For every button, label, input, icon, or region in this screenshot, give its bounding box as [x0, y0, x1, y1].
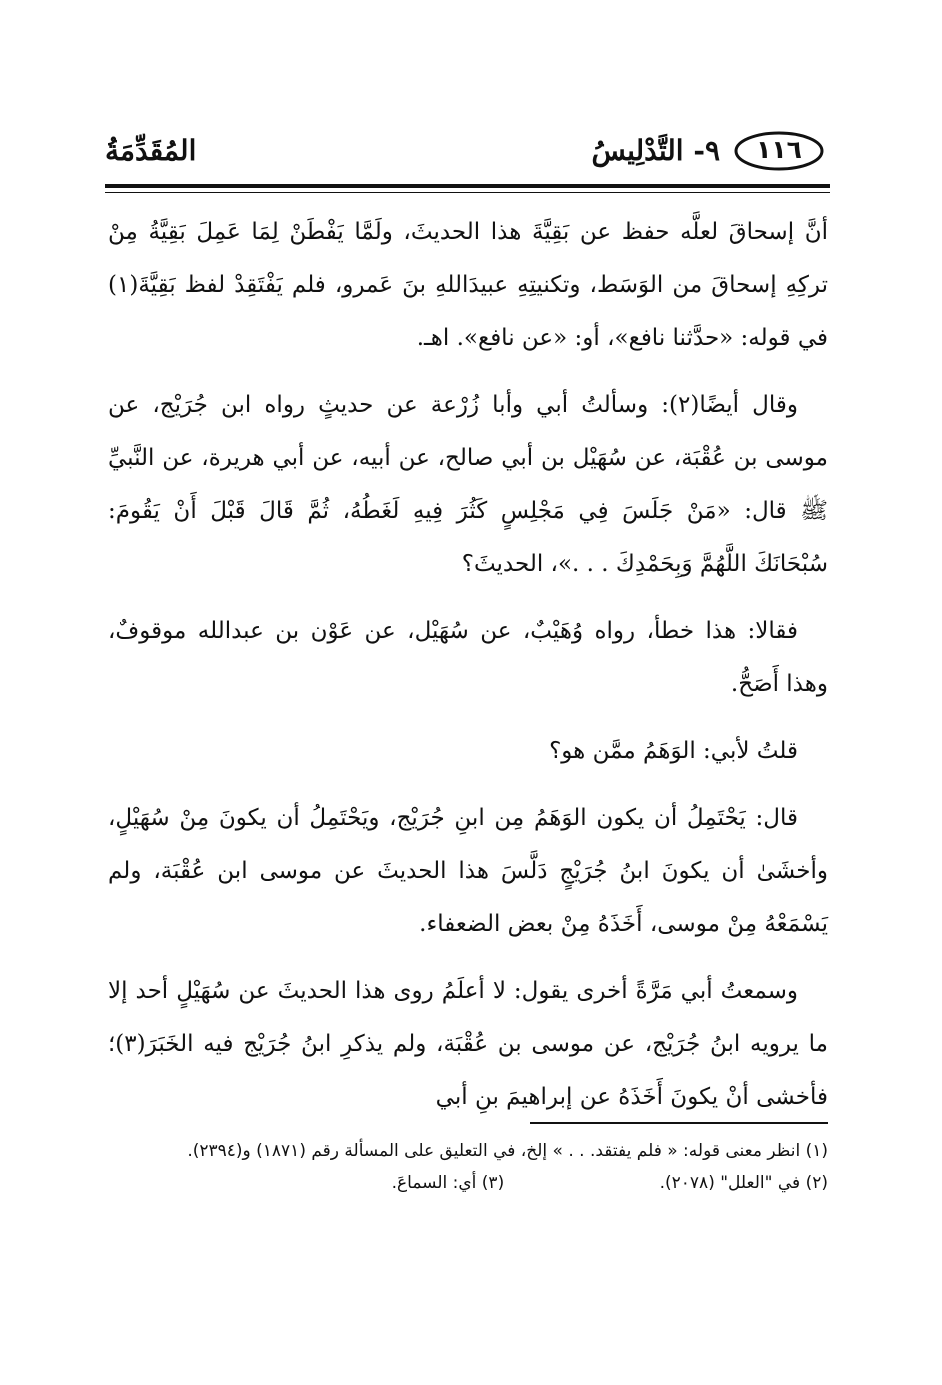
paragraph: قال: يَحْتَمِلُ أن يكون الوَهَمُ مِن ابنِ جُرَيْج، ويَحْتَمِلُ أن يكونَ مِنْ سُهَيْلٍ، وأخشَىٰ أن يكونَ ابنُ جُرَيْجٍ دَلَّسَ هذا الحديثَ عن موسى ابن عُقْبَة، ولم يَسْمَعْهُ مِنْ موسى، أَخَذَهُ مِنْ بعض الضعفاء. [108, 805, 828, 937]
paragraph: وقال أيضًا(٢): وسألتُ أبي وأبا زُرْعة عن حديثٍ رواه ابن جُرَيْج، عن موسى بن عُقْبَة، عن سُهَيْل بن أبي صالح، عن أبيه، عن أبي هريرة، عن النَّبيِّ ﷺ قال: «مَنْ جَلَسَ فِي مَجْلِسٍ كَثُرَ فِيهِ لَغَطُهُ، ثُمَّ قَالَ قَبْلَ أَنْ يَقُومَ: سُبْحَانَكَ اللَّهُمَّ وَبِحَمْدِكَ . . .»، الحديثَ؟ [108, 392, 828, 577]
page-number-badge [733, 130, 825, 172]
main-text [108, 206, 828, 1138]
footnote-separator [530, 1122, 828, 1124]
footnote-1: (١) انظر معنى قوله: « فلم يفتقد. . . » إلخ، في التعليق على المسألة رقم (١٨٧١) و(٢٣٩٤). [187, 1141, 828, 1161]
chapter-title: ٩- التَّدْلِيسُ [591, 134, 720, 167]
paragraph: قلتُ لأبي: الوَهَمُ ممَّن هو؟ [549, 738, 798, 764]
paragraph: وسمعتُ أبي مَرَّةً أخرى يقول: لا أعلَمُ روى هذا الحديثَ عن سُهَيْلٍ أحد إلا ما يرويه ابنُ جُرَيْج، عن موسى بن عُقْبَة، ولم يذكرِ ابنُ جُرَيْج فيه الخَبَرَ(٣)؛ فأخشى أنْ يكونَ أَخَذَهُ عن إبراهيمَ بنِ أبي [108, 978, 828, 1110]
footnotes [108, 1135, 828, 1199]
header-rule-thick [105, 184, 830, 188]
header-rule-thin [105, 192, 830, 193]
footnote-row [108, 1167, 828, 1199]
footnote-2: (٢) في "العلل" (٢٠٧٨). [659, 1173, 828, 1193]
page-header [105, 130, 825, 180]
book-title: المُقَدِّمَةُ [105, 134, 197, 167]
paragraph: فقالا: هذا خطأ، رواه وُهَيْبٌ، عن سُهَيْل، عن عَوْن بن عبدالله موقوفٌ، وهذا أَصَحُّ. [108, 618, 828, 697]
footnote-3: (٣) أي: السماعَ. [391, 1173, 505, 1193]
page-number: ١١٦ [756, 135, 802, 164]
paragraph: أنَّ إسحاقَ لعلَّه حفظ عن بَقِيَّةَ هذا الحديثَ، ولَمَّا يَفْطَنْ لِمَا عَمِلَ بَقِيَّةُ مِنْ تركِهِ إسحاقَ من الوَسَط، وتكنيتِهِ عبيدَاللهِ بنَ عَمرو، فلم يَفْتَقِدْ لفظ بَقِيَّةَ(١) في قوله: «حدَّثنا نافع»، أو: «عن نافع». اهـ. [108, 219, 828, 351]
